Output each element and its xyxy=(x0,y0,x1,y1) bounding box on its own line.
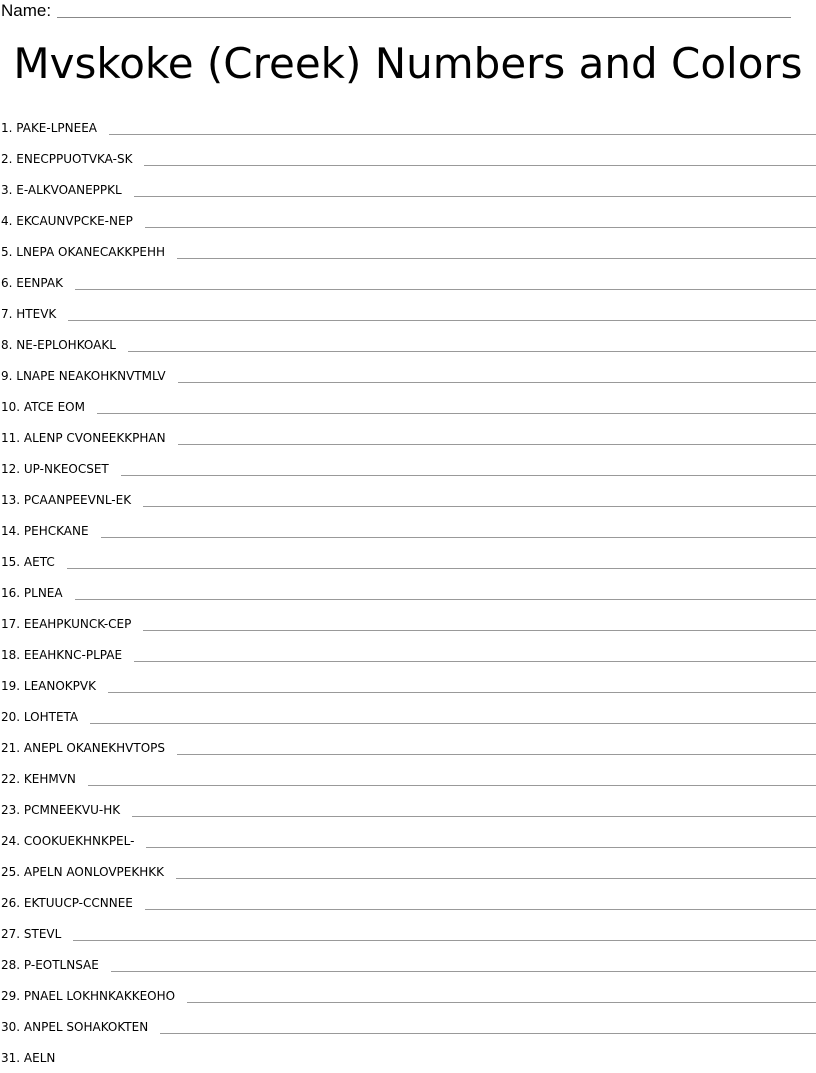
answer-line[interactable] xyxy=(143,506,816,507)
scrambled-word: 20. LOHTETA xyxy=(1,710,79,724)
answer-line[interactable] xyxy=(144,165,816,166)
scrambled-word: 22. KEHMVN xyxy=(1,772,76,786)
list-item xyxy=(0,577,816,608)
name-label: Name: xyxy=(1,1,52,20)
list-item xyxy=(0,1011,816,1042)
list-item xyxy=(0,670,816,701)
scrambled-word: 12. UP-NKEOCSET xyxy=(1,462,109,476)
list-item xyxy=(0,329,816,360)
scrambled-word: 23. PCMNEEKVU-HK xyxy=(1,803,121,817)
scrambled-word: 7. HTEVK xyxy=(1,307,57,321)
list-item xyxy=(0,918,816,949)
scrambled-word: 1. PAKE-LPNEEA xyxy=(1,121,97,135)
list-item xyxy=(0,236,816,267)
list-item xyxy=(0,825,816,856)
answer-line[interactable] xyxy=(176,878,816,879)
list-item xyxy=(0,205,816,236)
answer-line[interactable] xyxy=(134,196,816,197)
scrambled-word: 11. ALENP CVONEEKKPHAN xyxy=(1,431,166,445)
answer-line[interactable] xyxy=(145,909,816,910)
answer-line[interactable] xyxy=(75,599,816,600)
page-title: Mvskoke (Creek) Numbers and Colors xyxy=(13,39,803,88)
list-item xyxy=(0,484,816,515)
scrambled-word: 10. ATCE EOM xyxy=(1,400,85,414)
answer-line[interactable] xyxy=(145,227,816,228)
answer-line[interactable] xyxy=(160,1033,816,1034)
scrambled-word: 2. ENECPPUOTVKA-SK xyxy=(1,152,133,166)
scrambled-word: 15. AETC xyxy=(1,555,55,569)
scrambled-word: 9. LNAPE NEAKOHKNVTMLV xyxy=(1,369,166,383)
scrambled-word: 21. ANEPL OKANEKHVTOPS xyxy=(1,741,166,755)
answer-line[interactable] xyxy=(178,444,816,445)
list-item xyxy=(0,980,816,1011)
answer-line[interactable] xyxy=(143,630,816,631)
scrambled-word: 25. APELN AONLOVPEKHKK xyxy=(1,865,164,879)
list-item xyxy=(0,639,816,670)
list-item xyxy=(0,701,816,732)
answer-line[interactable] xyxy=(108,692,816,693)
list-item xyxy=(0,422,816,453)
scrambled-word: 26. EKTUUCP-CCNNEE xyxy=(1,896,133,910)
scrambled-word: 30. ANPEL SOHAKOKTEN xyxy=(1,1020,149,1034)
scrambled-word: 17. EEAHPKUNCK-CEP xyxy=(1,617,132,631)
answer-line[interactable] xyxy=(121,475,816,476)
list-item xyxy=(0,608,816,639)
answer-line[interactable] xyxy=(177,258,816,259)
list-item xyxy=(0,732,816,763)
list-item xyxy=(0,267,816,298)
scrambled-word: 28. P-EOTLNSAE xyxy=(1,958,99,972)
name-row xyxy=(1,0,791,20)
scrambled-word: 3. E-ALKVOANEPPKL xyxy=(1,183,122,197)
list-item xyxy=(0,1042,816,1073)
list-item xyxy=(0,949,816,980)
answer-line[interactable] xyxy=(73,940,816,941)
answer-line[interactable] xyxy=(75,289,816,290)
answer-line[interactable] xyxy=(101,537,816,538)
scrambled-word: 24. COOKUEKHNKPEL- xyxy=(1,834,135,848)
answer-line[interactable] xyxy=(88,785,816,786)
answer-line[interactable] xyxy=(109,134,816,135)
list-item xyxy=(0,112,816,143)
list-item xyxy=(0,453,816,484)
scrambled-word: 4. EKCAUNVPCKE-NEP xyxy=(1,214,133,228)
scrambled-word: 19. LEANOKPVK xyxy=(1,679,96,693)
answer-line[interactable] xyxy=(90,723,816,724)
scrambled-word: 8. NE-EPLOHKOAKL xyxy=(1,338,116,352)
list-item xyxy=(0,856,816,887)
list-item xyxy=(0,794,816,825)
name-write-line[interactable] xyxy=(57,17,791,18)
list-item xyxy=(0,887,816,918)
scrambled-word: 18. EEAHKNC-PLPAE xyxy=(1,648,123,662)
scrambled-word: 31. AELN xyxy=(1,1051,56,1065)
answer-line[interactable] xyxy=(187,1002,816,1003)
list-item xyxy=(0,546,816,577)
list-item xyxy=(0,763,816,794)
word-list xyxy=(0,112,816,1073)
list-item xyxy=(0,174,816,205)
answer-line[interactable] xyxy=(146,847,816,848)
answer-line[interactable] xyxy=(128,351,816,352)
list-item xyxy=(0,143,816,174)
answer-line[interactable] xyxy=(97,413,816,414)
scrambled-word: 5. LNEPA OKANECAKKPEHH xyxy=(1,245,166,259)
answer-line[interactable] xyxy=(178,382,816,383)
list-item xyxy=(0,515,816,546)
scrambled-word: 16. PLNEA xyxy=(1,586,63,600)
answer-line[interactable] xyxy=(134,661,816,662)
answer-line[interactable] xyxy=(68,320,816,321)
list-item xyxy=(0,391,816,422)
scrambled-word: 6. EENPAK xyxy=(1,276,63,290)
scrambled-word: 29. PNAEL LOKHNKAKKEOHO xyxy=(1,989,176,1003)
list-item xyxy=(0,360,816,391)
scrambled-word: 13. PCAANPEEVNL-EK xyxy=(1,493,132,507)
answer-line[interactable] xyxy=(111,971,816,972)
answer-line[interactable] xyxy=(67,568,816,569)
scrambled-word: 27. STEVL xyxy=(1,927,62,941)
answer-line[interactable] xyxy=(177,754,816,755)
list-item xyxy=(0,298,816,329)
answer-line[interactable] xyxy=(132,816,816,817)
scrambled-word: 14. PEHCKANE xyxy=(1,524,89,538)
